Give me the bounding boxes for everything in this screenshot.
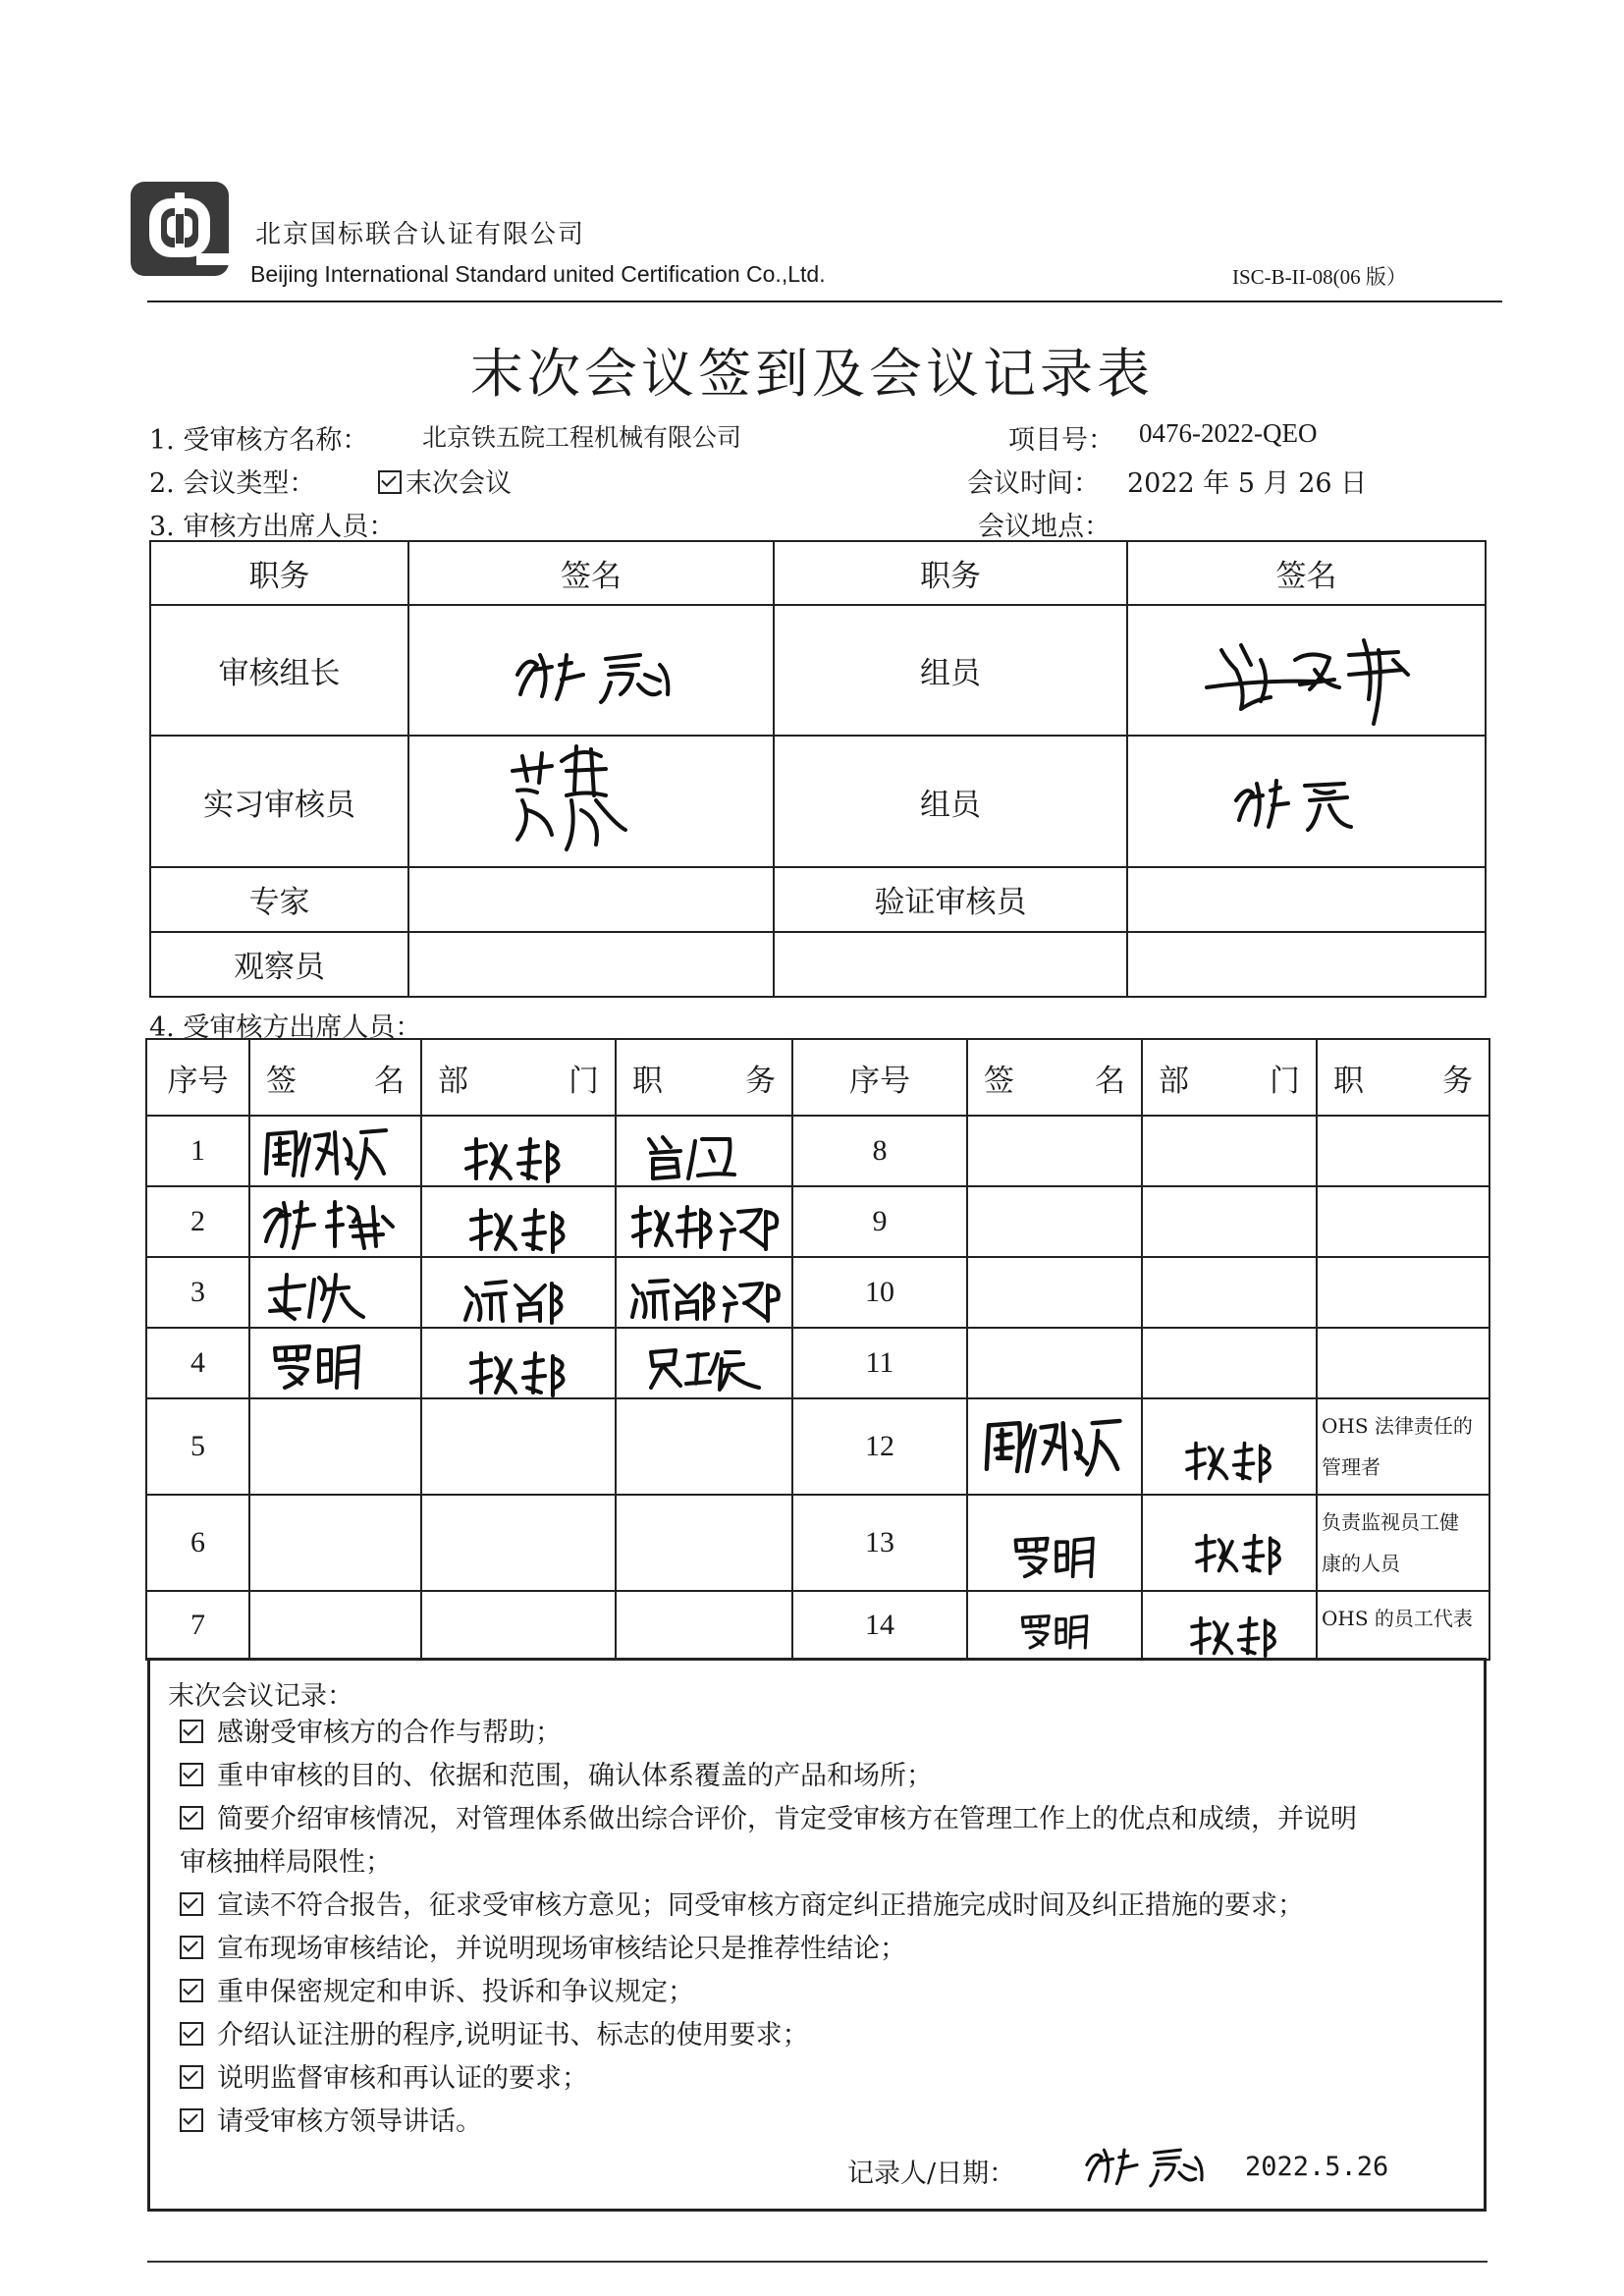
row-number: 12 bbox=[792, 1398, 967, 1495]
role-cell: 组员 bbox=[774, 605, 1127, 736]
checkbox-checked-icon bbox=[180, 1763, 203, 1786]
meeting-type-label: 2. 会议类型： bbox=[149, 468, 316, 499]
project-label: 项目号： bbox=[1008, 425, 1114, 456]
department-cell bbox=[1142, 1495, 1317, 1591]
record-item: 简要介绍审核情况，对管理体系做出综合评价，肯定受审核方在管理工作上的优点和成绩，并说明 bbox=[180, 1798, 1466, 1841]
table-row bbox=[150, 932, 1486, 997]
position-cell bbox=[616, 1186, 792, 1257]
position-handwriting bbox=[628, 1276, 785, 1323]
position-handwriting bbox=[641, 1344, 769, 1392]
table-header-row bbox=[150, 541, 1486, 605]
signature-cell bbox=[967, 1495, 1142, 1591]
signature-jiang-haijun bbox=[1202, 630, 1428, 729]
position-cell bbox=[616, 1257, 792, 1328]
department-cell bbox=[421, 1495, 616, 1591]
table-row bbox=[150, 605, 1486, 736]
table-row bbox=[150, 736, 1486, 866]
position-cell bbox=[616, 1398, 792, 1495]
dept-handwriting bbox=[466, 1348, 574, 1397]
role-cell: 观察员 bbox=[150, 932, 408, 997]
header-signature: 签 名 bbox=[249, 1039, 421, 1116]
header-signature: 签 名 bbox=[967, 1039, 1142, 1116]
department-cell bbox=[421, 1591, 616, 1660]
signature-cell bbox=[249, 1116, 421, 1186]
header-department: 部 门 bbox=[421, 1039, 616, 1116]
dept-handwriting bbox=[1192, 1531, 1290, 1575]
row-number: 4 bbox=[146, 1328, 249, 1398]
signature-zhang-weifeng bbox=[260, 1197, 398, 1251]
signature-cell bbox=[408, 605, 774, 736]
meeting-type-option bbox=[378, 462, 512, 500]
position-cell bbox=[616, 1116, 792, 1186]
table-row bbox=[146, 1591, 1489, 1660]
header-department: 部 门 bbox=[1142, 1039, 1317, 1116]
role-cell: 组员 bbox=[774, 736, 1127, 866]
signature-zhang-lei bbox=[513, 645, 679, 704]
table-row bbox=[146, 1116, 1489, 1186]
checkbox-checked-icon bbox=[180, 1979, 203, 2002]
record-item: 感谢受审核方的合作与帮助； bbox=[180, 1712, 1466, 1755]
table-row bbox=[150, 867, 1486, 932]
header-signature: 签名 bbox=[1127, 541, 1486, 605]
row-number: 3 bbox=[146, 1257, 249, 1328]
table-row bbox=[146, 1257, 1489, 1328]
signature-cell bbox=[249, 1398, 421, 1495]
audit-attendees-label: 3. 审核方出席人员： bbox=[149, 512, 396, 542]
signature-cell bbox=[408, 932, 774, 997]
signature-cell bbox=[408, 736, 774, 866]
role-cell: 专家 bbox=[150, 867, 408, 932]
company-name-en: Beijing International Standard united Certification Co.,Ltd. bbox=[250, 261, 826, 287]
signature-cell bbox=[967, 1257, 1142, 1328]
signature-cell bbox=[967, 1398, 1142, 1495]
record-item: 重申审核的目的、依据和范围，确认体系覆盖的产品和场所； bbox=[180, 1755, 1466, 1798]
header-position: 职 务 bbox=[1317, 1039, 1489, 1116]
signature-qu-xin bbox=[265, 1270, 373, 1324]
record-item: 宣读不符合报告，征求受审核方意见；同受审核方商定纠正措施完成时间及纠正措施的要求； bbox=[180, 1885, 1466, 1928]
signature-cell bbox=[967, 1328, 1142, 1398]
checkbox-checked-icon bbox=[378, 470, 402, 494]
page-title: 末次会议签到及会议记录表 bbox=[470, 343, 1154, 405]
document-code: ISC-B-II-08(06 版） bbox=[1232, 265, 1407, 289]
signature-luo-ming bbox=[270, 1340, 368, 1392]
role-cell bbox=[774, 932, 1127, 997]
signature-fan-hui bbox=[508, 741, 635, 859]
signature-cell bbox=[249, 1495, 421, 1591]
position-cell bbox=[1317, 1186, 1489, 1257]
signature-cell bbox=[249, 1186, 421, 1257]
row-number: 10 bbox=[792, 1257, 967, 1328]
department-cell bbox=[1142, 1186, 1317, 1257]
meeting-time-label: 会议时间： bbox=[967, 468, 1100, 499]
record-item-continuation: 审核抽样局限性； bbox=[180, 1847, 392, 1878]
project-value: 0476-2022-QEO bbox=[1139, 418, 1318, 448]
position-cell bbox=[1317, 1398, 1489, 1495]
position-line: OHS 的员工代表 bbox=[1322, 1607, 1473, 1630]
signature-cell bbox=[1127, 736, 1486, 866]
signature-cell bbox=[408, 867, 774, 932]
position-cell bbox=[616, 1591, 792, 1660]
header-no: 序号 bbox=[792, 1039, 967, 1116]
department-cell bbox=[421, 1257, 616, 1328]
header-signature: 签名 bbox=[408, 541, 774, 605]
record-item: 宣布现场审核结论，并说明现场审核结论只是推荐性结论； bbox=[180, 1928, 1466, 1971]
dept-handwriting bbox=[461, 1134, 569, 1183]
checkbox-checked-icon bbox=[180, 2022, 203, 2046]
dept-handwriting bbox=[1182, 1439, 1280, 1483]
position-cell bbox=[1317, 1116, 1489, 1186]
checkbox-checked-icon bbox=[180, 1806, 203, 1830]
position-line: 康的人员 bbox=[1322, 1552, 1400, 1575]
role-cell: 验证审核员 bbox=[774, 867, 1127, 932]
record-item: 请受审核方领导讲话。 bbox=[180, 2101, 1466, 2144]
dept-handwriting bbox=[466, 1205, 574, 1254]
checkbox-checked-icon bbox=[180, 1892, 203, 1916]
auditee-section-label: 4. 受审核方出席人员： bbox=[149, 1012, 422, 1043]
header-divider bbox=[147, 301, 1502, 302]
department-cell bbox=[421, 1328, 616, 1398]
record-item: 说明监督审核和再认证的要求； bbox=[180, 2057, 1466, 2101]
signature-zhou-yanling bbox=[978, 1414, 1125, 1478]
meeting-place-label: 会议地点： bbox=[978, 512, 1110, 542]
table-header-row bbox=[146, 1039, 1489, 1116]
record-item: 重申保密规定和申诉、投诉和争议规定； bbox=[180, 1971, 1466, 2014]
position-line: 负责监视员工健 bbox=[1322, 1510, 1459, 1534]
checkbox-checked-icon bbox=[180, 2108, 203, 2132]
header-no: 序号 bbox=[146, 1039, 249, 1116]
row-number: 9 bbox=[792, 1186, 967, 1257]
table-row bbox=[146, 1328, 1489, 1398]
row-number: 14 bbox=[792, 1591, 967, 1660]
position-cell bbox=[616, 1328, 792, 1398]
signature-cell bbox=[249, 1591, 421, 1660]
department-cell bbox=[1142, 1116, 1317, 1186]
table-row bbox=[146, 1186, 1489, 1257]
department-cell bbox=[1142, 1328, 1317, 1398]
signature-luo-ming bbox=[1017, 1612, 1096, 1651]
auditee-value: 北京铁五院工程机械有限公司 bbox=[422, 423, 742, 452]
checkbox-checked-icon bbox=[180, 1936, 203, 1959]
row-number: 8 bbox=[792, 1116, 967, 1186]
row-number: 13 bbox=[792, 1495, 967, 1591]
department-cell bbox=[1142, 1591, 1317, 1660]
position-cell bbox=[1317, 1591, 1489, 1660]
signature-cell bbox=[1127, 605, 1486, 736]
row-number: 2 bbox=[146, 1186, 249, 1257]
signature-luo-ming bbox=[1007, 1533, 1106, 1580]
record-title: 末次会议记录： bbox=[168, 1681, 353, 1712]
signature-cell bbox=[249, 1328, 421, 1398]
signature-cell bbox=[1127, 932, 1486, 997]
meeting-type-value: 末次会议 bbox=[406, 468, 512, 499]
audit-team-table bbox=[149, 540, 1485, 998]
dept-handwriting bbox=[1187, 1613, 1285, 1658]
position-cell bbox=[616, 1495, 792, 1591]
signature-zhou-yanling bbox=[258, 1124, 391, 1181]
table-row bbox=[146, 1398, 1489, 1495]
header-position: 职务 bbox=[150, 541, 408, 605]
recorder-label: 记录人/日期： bbox=[847, 2159, 1016, 2189]
position-cell bbox=[1317, 1495, 1489, 1591]
row-number: 5 bbox=[146, 1398, 249, 1495]
position-cell bbox=[1317, 1328, 1489, 1398]
signature-cell bbox=[1127, 867, 1486, 932]
role-cell: 审核组长 bbox=[150, 605, 408, 736]
signature-cell bbox=[967, 1186, 1142, 1257]
position-cell bbox=[1317, 1257, 1489, 1328]
signature-cell bbox=[967, 1591, 1142, 1660]
signature-zhang-liang bbox=[1231, 776, 1359, 835]
position-handwriting bbox=[628, 1202, 785, 1251]
department-cell bbox=[421, 1398, 616, 1495]
header-position: 职 务 bbox=[616, 1039, 792, 1116]
footer-divider bbox=[147, 2261, 1488, 2263]
signature-cell bbox=[967, 1116, 1142, 1186]
checkbox-checked-icon bbox=[180, 1720, 203, 1743]
checkbox-checked-icon bbox=[180, 2065, 203, 2089]
role-cell: 实习审核员 bbox=[150, 736, 408, 866]
recorder-signature bbox=[1083, 2138, 1211, 2192]
dept-handwriting bbox=[461, 1276, 569, 1325]
header-position: 职务 bbox=[774, 541, 1127, 605]
department-cell bbox=[1142, 1257, 1317, 1328]
record-item: 介绍认证注册的程序,说明证书、标志的使用要求； bbox=[180, 2014, 1466, 2057]
auditee-label: 1. 受审核方名称： bbox=[149, 425, 369, 456]
row-number: 7 bbox=[146, 1591, 249, 1660]
row-number: 6 bbox=[146, 1495, 249, 1591]
department-cell bbox=[421, 1186, 616, 1257]
record-date: 2022.5.26 bbox=[1245, 2152, 1389, 2182]
position-handwriting bbox=[641, 1131, 739, 1180]
row-number: 11 bbox=[792, 1328, 967, 1398]
company-name-cn: 北京国标联合认证有限公司 bbox=[255, 220, 586, 249]
department-cell bbox=[1142, 1398, 1317, 1495]
meeting-record-box bbox=[147, 1658, 1487, 2212]
table-row bbox=[146, 1495, 1489, 1591]
row-number: 1 bbox=[146, 1116, 249, 1186]
isc-logo bbox=[128, 179, 232, 279]
meeting-time-value: 2022 年 5 月 26 日 bbox=[1127, 468, 1368, 499]
position-line: 管理者 bbox=[1322, 1455, 1380, 1479]
auditee-attendees-table bbox=[145, 1038, 1489, 1643]
position-line: OHS 法律责任的 bbox=[1322, 1414, 1473, 1438]
signature-cell bbox=[249, 1257, 421, 1328]
department-cell bbox=[421, 1116, 616, 1186]
